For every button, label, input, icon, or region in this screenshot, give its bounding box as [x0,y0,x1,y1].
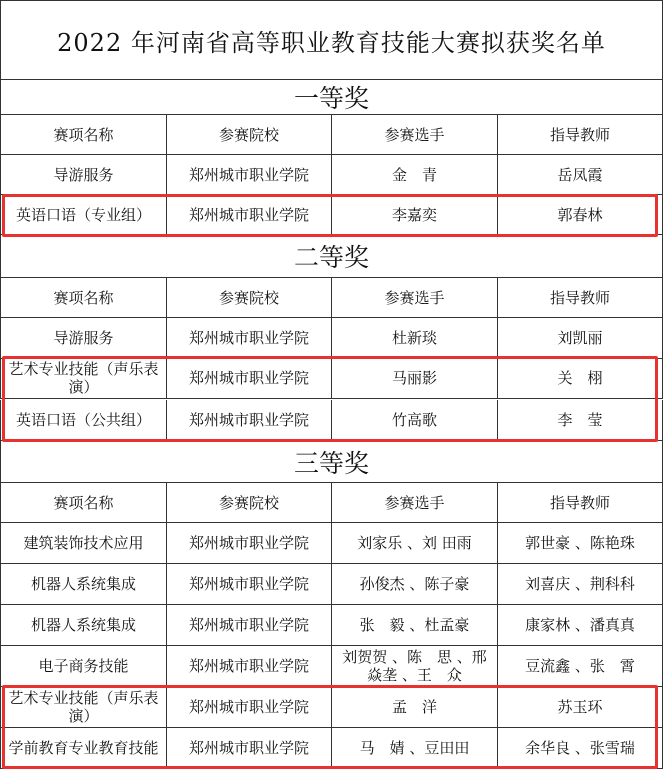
section-label-row [0,80,663,115]
contestant-cell: 李嘉奕 [331,195,497,234]
contestant-cell: 金 青 [331,155,497,194]
school-cell: 郑州城市职业学院 [166,358,331,398]
header-event: 赛项名称 [0,115,166,154]
contestant-cell: 刘贺贺 、陈 思 、邢焱垄 、王 众 [331,646,497,686]
school-cell: 郑州城市职业学院 [166,646,331,686]
event-name-cell: 机器人系统集成 [0,605,166,645]
advisor-cell: 康家林 、潘真真 [497,605,663,645]
school-cell: 郑州城市职业学院 [166,400,331,440]
header-event: 赛项名称 [0,483,166,522]
advisor-cell: 苏玉环 [497,687,663,727]
table-row [0,318,663,359]
advisor-cell: 豆流鑫 、张 霄 [497,646,663,686]
header-contestant: 参赛选手 [331,483,497,522]
event-name-cell: 艺术专业技能（声乐表演） [0,687,166,727]
contestant-cell: 竹高歌 [331,400,497,440]
contestant-cell: 孙俊杰 、陈子豪 [331,564,497,604]
header-contestant: 参赛选手 [331,115,497,154]
school-cell: 郑州城市职业学院 [166,523,331,563]
advisor-cell: 郭春林 [497,195,663,234]
header-event: 赛项名称 [0,278,166,317]
table-row [0,564,663,605]
contestant-cell: 杜新琰 [331,318,497,358]
table-row [0,400,663,441]
school-cell: 郑州城市职业学院 [166,195,331,234]
advisor-cell: 关 栩 [497,358,663,398]
advisor-cell: 刘喜庆 、荆科科 [497,564,663,604]
contestant-cell: 马 婧 、豆田田 [331,728,497,768]
column-header-row [0,115,663,155]
header-contestant: 参赛选手 [331,278,497,317]
event-name-cell: 建筑装饰技术应用 [0,523,166,563]
header-school: 参赛院校 [166,483,331,522]
advisor-cell: 岳凤霞 [497,155,663,194]
table-row [0,155,663,195]
event-name-cell: 艺术专业技能（声乐表演） [0,358,166,398]
page-title: 2022 年河南省高等职业教育技能大赛拟获奖名单 [57,28,606,57]
table-row [0,646,663,687]
header-advisor: 指导教师 [497,115,663,154]
table-row [0,358,663,399]
column-header-row [0,483,663,523]
contestant-cell: 刘家乐 、刘 田雨 [331,523,497,563]
table-row [0,728,663,769]
advisor-cell: 郭世豪 、陈艳珠 [497,523,663,563]
header-school: 参赛院校 [166,278,331,317]
event-name-cell: 导游服务 [0,155,166,194]
event-name-cell: 学前教育专业教育技能 [0,728,166,768]
school-cell: 郑州城市职业学院 [166,687,331,727]
advisor-cell: 刘凯丽 [497,318,663,358]
advisor-cell: 李 莹 [497,400,663,440]
event-name-cell: 电子商务技能 [0,646,166,686]
section-label-row [0,235,663,278]
table-title-row [0,0,663,80]
school-cell: 郑州城市职业学院 [166,605,331,645]
section-label: 二等奖 [293,243,369,272]
contestant-cell: 张 毅 、杜孟豪 [331,605,497,645]
school-cell: 郑州城市职业学院 [166,318,331,358]
table-row [0,195,663,235]
table-row [0,605,663,646]
contestant-cell: 孟 洋 [331,687,497,727]
event-name-cell: 英语口语（专业组） [0,195,166,234]
event-name-cell: 英语口语（公共组） [0,400,166,440]
event-name-cell: 导游服务 [0,318,166,358]
header-advisor: 指导教师 [497,483,663,522]
table-row [0,523,663,564]
school-cell: 郑州城市职业学院 [166,564,331,604]
section-label-row [0,441,663,483]
section-label: 一等奖 [293,84,369,113]
school-cell: 郑州城市职业学院 [166,155,331,194]
advisor-cell: 余华良 、张雪瑞 [497,728,663,768]
header-advisor: 指导教师 [497,278,663,317]
contestant-cell: 马丽影 [331,358,497,398]
section-label: 三等奖 [293,448,369,478]
header-school: 参赛院校 [166,115,331,154]
table-row [0,687,663,728]
school-cell: 郑州城市职业学院 [166,728,331,768]
column-header-row [0,278,663,318]
event-name-cell: 机器人系统集成 [0,564,166,604]
